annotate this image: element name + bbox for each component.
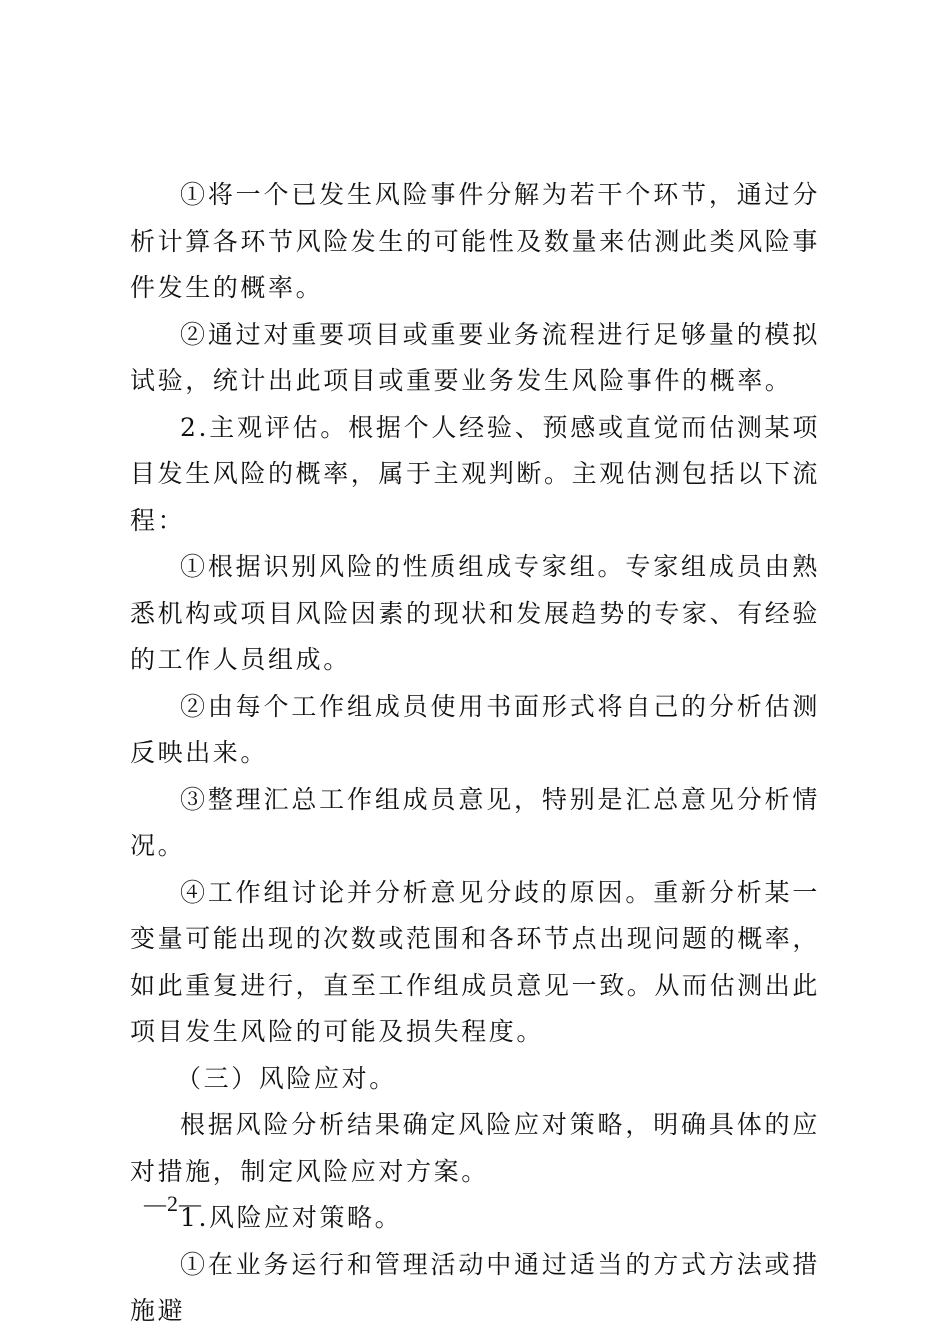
section-heading: （三）风险应对。 [176,1063,397,1093]
paragraph-10: ①在业务运行和管理活动中通过适当的方式方法或措施避 [130,1249,820,1325]
paragraph-7: ④工作组讨论并分析意见分歧的原因。重新分析某一变量可能出现的次数或范围和各环节点出现问题的概率，如此重复进行，直至工作组成员意见一致。从而估测出此项目发生风险的可能及损失程度。 [130,877,821,1046]
paragraph-8: 根据风险分析结果确定风险应对策略，明确具体的应对措施，制定风险应对方案。 [130,1110,820,1186]
paragraph-4: ①根据识别风险的性质组成专家组。专家组成员由熟悉机构或项目风险因素的现状和发展趋势的专家、有经验的工作人员组成。 [130,552,821,674]
paragraph-3: 2.主观评估。根据个人经验、预感或直觉而估测某项目发生风险的概率，属于主观判断。主观估测包括以下流程： [130,412,821,535]
paragraph-9: 1.风险应对策略。 [180,1203,403,1232]
paragraph-5: ②由每个工作组成员使用书面形式将自己的分析估测反映出来。 [130,691,820,767]
paragraph-6: ③整理汇总工作组成员意见，特别是汇总意见分析情况。 [130,784,820,860]
page-number: —2— [144,1191,202,1216]
paragraph-1: ①将一个已发生风险事件分解为若干个环节，通过分析计算各环节风险发生的可能性及数量来估测此类风险事件发生的概率。 [130,180,821,302]
paragraph-2: ②通过对重要项目或重要业务流程进行足够量的模拟试验，统计出此项目或重要业务发生风险事件的概率。 [130,319,820,395]
document-body [130,172,820,1335]
